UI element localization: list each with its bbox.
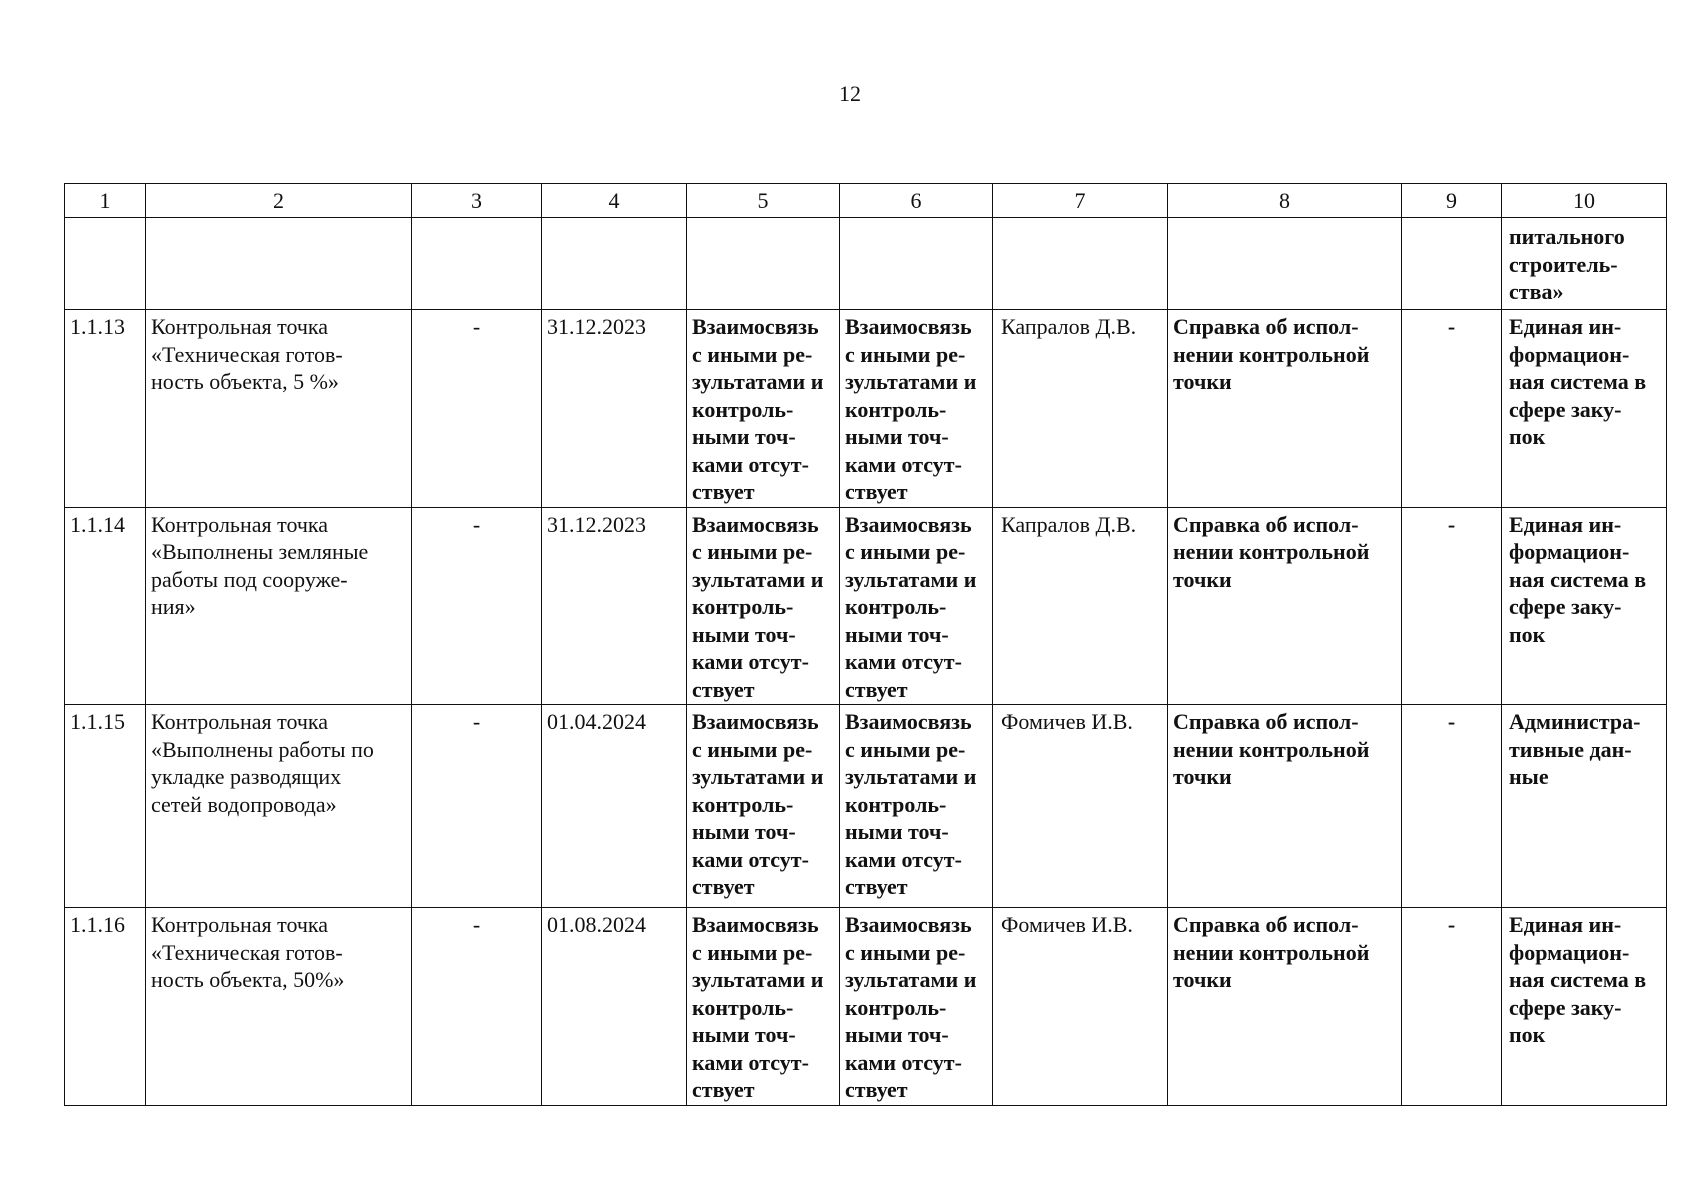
cell-line: ными точ- (845, 424, 949, 449)
relationship-cell (840, 310, 993, 508)
cell-line: сфере заку- (1509, 594, 1622, 619)
information-source-cell (1502, 705, 1667, 908)
cell-line: Единая ин- (1509, 511, 1622, 537)
cell-line: формацион- (1509, 341, 1630, 367)
table-row (65, 908, 1667, 1106)
row-number-cell: 1.1.16 (65, 908, 146, 1106)
cell-line: ками отсут- (692, 649, 809, 674)
due-date-cell: 31.12.2023 (542, 310, 687, 508)
cell-line: нении контрольной (1173, 736, 1370, 762)
cell-line: «Техническая готов- (151, 939, 343, 965)
cell-line: с иными ре- (845, 736, 966, 762)
cell-line: Контрольная точка (151, 511, 329, 537)
column-header: 7 (993, 184, 1168, 218)
empty-cell (65, 218, 146, 310)
column-header: 5 (687, 184, 840, 218)
cell-line: зультатами и (845, 369, 977, 394)
cell-line: строитель- (1509, 251, 1618, 277)
column-9-cell: - (1402, 310, 1502, 508)
column-header: 10 (1502, 184, 1667, 218)
information-source-cell (1502, 507, 1667, 705)
cell-line: ствует (845, 676, 908, 702)
column-3-cell: - (412, 705, 542, 908)
cell-line: с иными ре- (692, 939, 813, 965)
column-number-row (65, 184, 1667, 218)
responsible-person-cell: Фомичев И.В. (993, 705, 1168, 908)
cell-line: ствует (845, 479, 908, 504)
cell-line: контроль- (845, 791, 947, 817)
cell-line: зультатами и (692, 369, 824, 394)
relationship-cell (840, 507, 993, 705)
responsible-person-cell: Фомичев И.В. (993, 908, 1168, 1106)
control-point-name-cell (146, 705, 412, 908)
cell-line: Справка об испол- (1173, 314, 1359, 339)
cell-line: ства» (1509, 279, 1564, 304)
cell-line: формацион- (1509, 939, 1630, 965)
cell-line: ные (1509, 764, 1549, 789)
cell-line: «Техническая готов- (151, 341, 343, 367)
cell-line: контроль- (692, 396, 794, 422)
column-header: 8 (1168, 184, 1402, 218)
due-date-cell: 31.12.2023 (542, 507, 687, 705)
cell-line: зультатами и (845, 967, 977, 992)
cell-line: ными точ- (692, 424, 796, 449)
cell-line: Взаимосвязь (845, 709, 972, 734)
empty-cell (840, 218, 993, 310)
cell-line: зультатами и (845, 566, 977, 592)
cell-line: ками отсут- (692, 846, 809, 872)
empty-cell (687, 218, 840, 310)
document-type-cell (1168, 705, 1402, 908)
cell-line: контроль- (692, 594, 794, 619)
cell-line: ными точ- (692, 621, 796, 647)
cell-line: Единая ин- (1509, 912, 1622, 937)
due-date-cell: 01.04.2024 (542, 705, 687, 908)
column-header: 6 (840, 184, 993, 218)
cell-line: ствует (845, 1077, 908, 1102)
cell-line: нении контрольной (1173, 939, 1370, 965)
column-header: 3 (412, 184, 542, 218)
cell-line: ками отсут- (692, 451, 809, 477)
cell-line: ными точ- (692, 819, 796, 844)
cell-line: ками отсут- (845, 649, 962, 674)
cell-line: тивные дан- (1509, 736, 1632, 762)
cell-line: пок (1509, 621, 1546, 647)
cell-line: контроль- (692, 994, 794, 1020)
empty-cell (993, 218, 1168, 310)
empty-cell (1402, 218, 1502, 310)
relationship-cell (840, 705, 993, 908)
column-3-cell: - (412, 507, 542, 705)
cell-line: Взаимосвязь (845, 314, 972, 339)
document-type-cell (1168, 908, 1402, 1106)
cell-line: с иными ре- (692, 539, 813, 564)
cell-line: Контрольная точка (151, 314, 329, 339)
cell-line: ными точ- (845, 621, 949, 647)
cell-line: ная система в (1509, 566, 1647, 592)
cell-line: сфере заку- (1509, 994, 1622, 1020)
row-number-cell: 1.1.13 (65, 310, 146, 508)
cell-line: Единая ин- (1509, 314, 1622, 339)
cell-line: контроль- (845, 396, 947, 422)
cell-line: нении контрольной (1173, 341, 1370, 367)
cell-line: ками отсут- (845, 846, 962, 872)
cell-line: Контрольная точка (151, 912, 329, 937)
cell-line: ствует (692, 676, 755, 702)
column-header: 4 (542, 184, 687, 218)
row-number-cell: 1.1.15 (65, 705, 146, 908)
cell-line: зультатами и (845, 764, 977, 789)
cell-line: ками отсут- (692, 1049, 809, 1075)
cell-line: ными точ- (692, 1022, 796, 1047)
relationship-cell (840, 908, 993, 1106)
cell-line: контроль- (692, 791, 794, 817)
cell-line: с иными ре- (845, 939, 966, 965)
cell-line: с иными ре- (845, 341, 966, 367)
cell-line: Взаимосвязь (692, 709, 819, 734)
control-point-name-cell (146, 310, 412, 508)
cell-line: зультатами и (692, 764, 824, 789)
cell-line: точки (1173, 967, 1232, 992)
cell-line: ками отсут- (845, 451, 962, 477)
cell-line: Взаимосвязь (845, 912, 972, 937)
cell-line: формацион- (1509, 539, 1630, 564)
row-number-cell: 1.1.14 (65, 507, 146, 705)
cell-line: Справка об испол- (1173, 709, 1359, 734)
cell-line: ными точ- (845, 1022, 949, 1047)
column-9-cell: - (1402, 908, 1502, 1106)
empty-cell (1168, 218, 1402, 310)
relationship-cell (687, 310, 840, 508)
cell-line: укладке разводящих (151, 764, 342, 789)
column-3-cell: - (412, 310, 542, 508)
column-3-cell: - (412, 908, 542, 1106)
responsible-person-cell: Капралов Д.В. (993, 310, 1168, 508)
cell-line: «Выполнены работы по (151, 736, 374, 762)
cell-line: сетей водопровода» (151, 791, 337, 817)
cell-line: ная система в (1509, 967, 1647, 992)
control-point-name-cell (146, 507, 412, 705)
cell-line: Взаимосвязь (692, 912, 819, 937)
cell-line: с иными ре- (845, 539, 966, 564)
control-points-table (64, 183, 1667, 1106)
cell-line: «Выполнены земляные (151, 539, 369, 564)
cell-line: Администра- (1509, 709, 1641, 734)
cell-line: ствует (692, 479, 755, 504)
column-header: 2 (146, 184, 412, 218)
cell-line: ствует (692, 1077, 755, 1102)
cell-line: Справка об испол- (1173, 511, 1359, 537)
table-row (65, 705, 1667, 908)
cell-line: Взаимосвязь (692, 511, 819, 537)
cell-line: Взаимосвязь (692, 314, 819, 339)
due-date-cell: 01.08.2024 (542, 908, 687, 1106)
cell-line: ность объекта, 50%» (151, 967, 345, 992)
cell-line: ками отсут- (845, 1049, 962, 1075)
responsible-person-cell: Капралов Д.В. (993, 507, 1168, 705)
cell-line: ными точ- (845, 819, 949, 844)
cell-line: сфере заку- (1509, 396, 1622, 422)
column-header: 1 (65, 184, 146, 218)
cell-line: зультатами и (692, 566, 824, 592)
information-source-cell (1502, 310, 1667, 508)
document-type-cell (1168, 310, 1402, 508)
cell-line: контроль- (845, 994, 947, 1020)
empty-cell (146, 218, 412, 310)
document-type-cell (1168, 507, 1402, 705)
relationship-cell (687, 908, 840, 1106)
control-point-name-cell (146, 908, 412, 1106)
cell-line: работы под сооруже- (151, 566, 348, 592)
relationship-cell (687, 507, 840, 705)
cell-line: точки (1173, 764, 1232, 789)
continuation-row (65, 218, 1667, 310)
empty-cell (412, 218, 542, 310)
cell-line: контроль- (845, 594, 947, 619)
cell-line: ность объекта, 5 %» (151, 369, 339, 394)
cell-line: ствует (845, 874, 908, 899)
cell-line: с иными ре- (692, 736, 813, 762)
column-9-cell: - (1402, 705, 1502, 908)
cell-line: пок (1509, 1022, 1546, 1047)
cell-line: пок (1509, 424, 1546, 449)
empty-cell (542, 218, 687, 310)
source-continuation-cell (1502, 218, 1667, 310)
cell-line: с иными ре- (692, 341, 813, 367)
cell-line: Справка об испол- (1173, 912, 1359, 937)
cell-line: ния» (151, 594, 196, 619)
cell-line: питального (1509, 224, 1625, 249)
cell-line: Контрольная точка (151, 709, 329, 734)
page-number: 12 (839, 81, 861, 106)
cell-line: ная система в (1509, 369, 1647, 394)
table-row (65, 507, 1667, 705)
cell-line: Взаимосвязь (845, 511, 972, 537)
cell-line: ствует (692, 874, 755, 899)
cell-line: зультатами и (692, 967, 824, 992)
information-source-cell (1502, 908, 1667, 1106)
cell-line: точки (1173, 369, 1232, 394)
cell-line: точки (1173, 566, 1232, 592)
cell-line: нении контрольной (1173, 539, 1370, 564)
table-row (65, 310, 1667, 508)
relationship-cell (687, 705, 840, 908)
column-header: 9 (1402, 184, 1502, 218)
column-9-cell: - (1402, 507, 1502, 705)
